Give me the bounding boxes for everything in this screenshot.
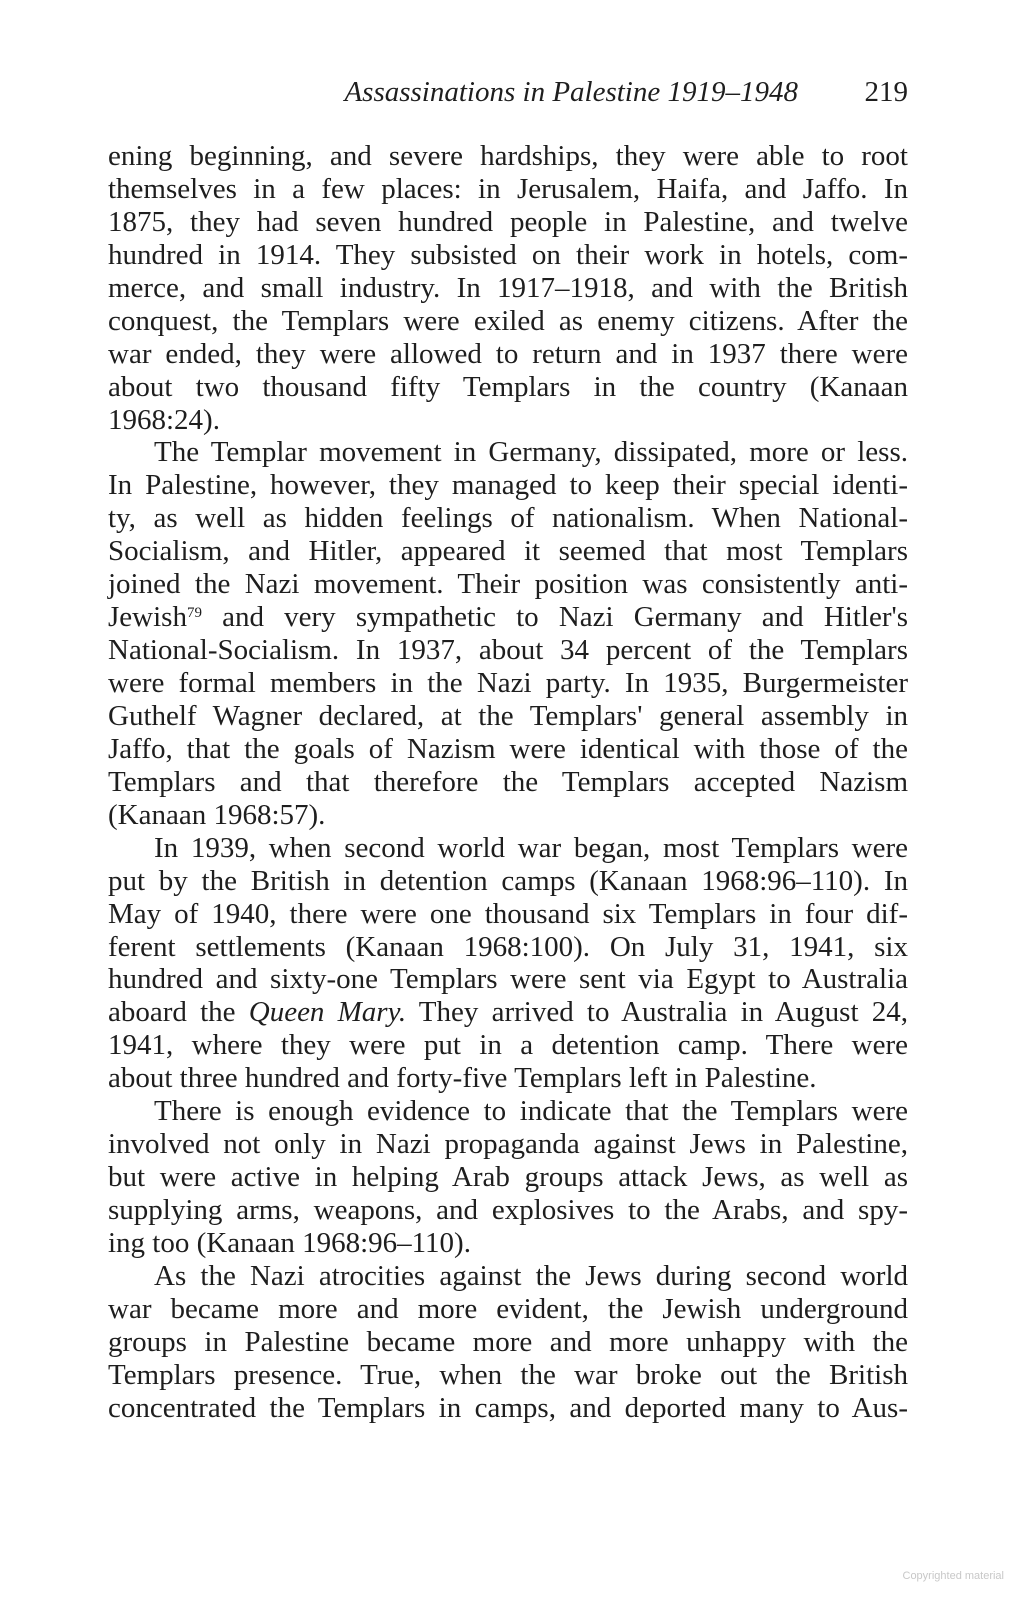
ship-name: Queen Mary. bbox=[248, 996, 407, 1029]
text-line bbox=[108, 601, 908, 634]
text-line: involved not only in Nazi propaganda against Jews in Palestine, bbox=[108, 1128, 908, 1161]
text-line: groups in Palestine became more and more unhappy with the bbox=[108, 1325, 908, 1358]
text-line: about three hundred and forty-five Templars left in Palestine. bbox=[108, 1062, 817, 1095]
text-line: Socialism, and Hitler, appeared it seemed that most Templars bbox=[108, 535, 908, 568]
text-line: 1875, they had seven hundred people in Palestine, and twelve bbox=[108, 205, 908, 238]
text-line: 1941, where they were put in a detention camp. There were bbox=[108, 1029, 908, 1062]
footnote-marker[interactable]: 79 bbox=[186, 605, 202, 622]
text-line: hundred and sixty-one Templars were sent via Egypt to Australia bbox=[108, 963, 908, 996]
text-line: As the Nazi atrocities against the Jews during second world bbox=[154, 1259, 908, 1292]
text-line: hundred in 1914. They subsisted on their work in hotels, com- bbox=[108, 238, 908, 271]
text-fragment: and very sympathetic to Nazi Germany and Hitler's bbox=[201, 601, 908, 634]
page-number: 219 bbox=[864, 76, 908, 108]
text-line: In Palestine, however, they managed to keep their special identi- bbox=[108, 469, 908, 502]
text-line: There is enough evidence to indicate that the Templars were bbox=[154, 1095, 908, 1128]
text-line: Templars presence. True, when the war broke out the British bbox=[108, 1358, 908, 1391]
text-line: conquest, the Templars were exiled as enemy citizens. After the bbox=[108, 304, 908, 337]
text-fragment: They arrived to Australia in August 24, bbox=[406, 996, 908, 1029]
text-line: concentrated the Templars in camps, and deported many to Aus- bbox=[108, 1391, 908, 1424]
text-line: war ended, they were allowed to return and in 1937 there were bbox=[108, 337, 908, 370]
text-line: but were active in helping Arab groups attack Jews, as well as bbox=[108, 1161, 908, 1194]
text-line: National-Socialism. In 1937, about 34 percent of the Templars bbox=[108, 634, 908, 667]
text-line: supplying arms, weapons, and explosives to the Arabs, and spy- bbox=[108, 1194, 908, 1226]
copyright-watermark: Copyrighted material bbox=[902, 1570, 1004, 1582]
text-line: Guthelf Wagner declared, at the Templars' general assembly in bbox=[108, 699, 908, 732]
text-line: 1968:24). bbox=[108, 403, 220, 436]
text-line: themselves in a few places: in Jerusalem, Haifa, and Jaffo. In bbox=[108, 172, 908, 205]
running-title: Assassinations in Palestine 1919–1948 bbox=[344, 76, 798, 108]
text-line: war became more and more evident, the Jewish underground bbox=[108, 1292, 908, 1325]
text-line: merce, and small industry. In 1917–1918, and with the British bbox=[108, 271, 908, 304]
body-text bbox=[108, 140, 908, 1425]
running-header bbox=[108, 72, 908, 112]
text-line: In 1939, when second world war began, most Templars were bbox=[154, 831, 908, 864]
text-line bbox=[108, 996, 908, 1029]
text-line: The Templar movement in Germany, dissipated, more or less. bbox=[154, 436, 908, 469]
text-line: about two thousand fifty Templars in the country (Kanaan bbox=[108, 370, 908, 403]
text-line: ening beginning, and severe hardships, they were able to root bbox=[108, 140, 908, 172]
text-fragment: Jewish bbox=[108, 601, 187, 634]
text-line: ing too (Kanaan 1968:96–110). bbox=[108, 1226, 471, 1259]
text-line: (Kanaan 1968:57). bbox=[108, 798, 326, 831]
text-line: Jaffo, that the goals of Nazism were identical with those of the bbox=[108, 732, 908, 765]
text-line: ty, as well as hidden feelings of nationalism. When National- bbox=[108, 502, 908, 535]
text-line: ferent settlements (Kanaan 1968:100). On July 31, 1941, six bbox=[108, 930, 908, 963]
text-line: put by the British in detention camps (Kanaan 1968:96–110). In bbox=[108, 864, 908, 897]
text-line: Templars and that therefore the Templars accepted Nazism bbox=[108, 765, 908, 798]
text-line: May of 1940, there were one thousand six Templars in four dif- bbox=[108, 897, 908, 930]
text-line: were formal members in the Nazi party. In 1935, Burgermeister bbox=[108, 667, 908, 699]
text-fragment: aboard the bbox=[108, 996, 249, 1029]
text-line: joined the Nazi movement. Their position was consistently anti- bbox=[108, 568, 908, 601]
